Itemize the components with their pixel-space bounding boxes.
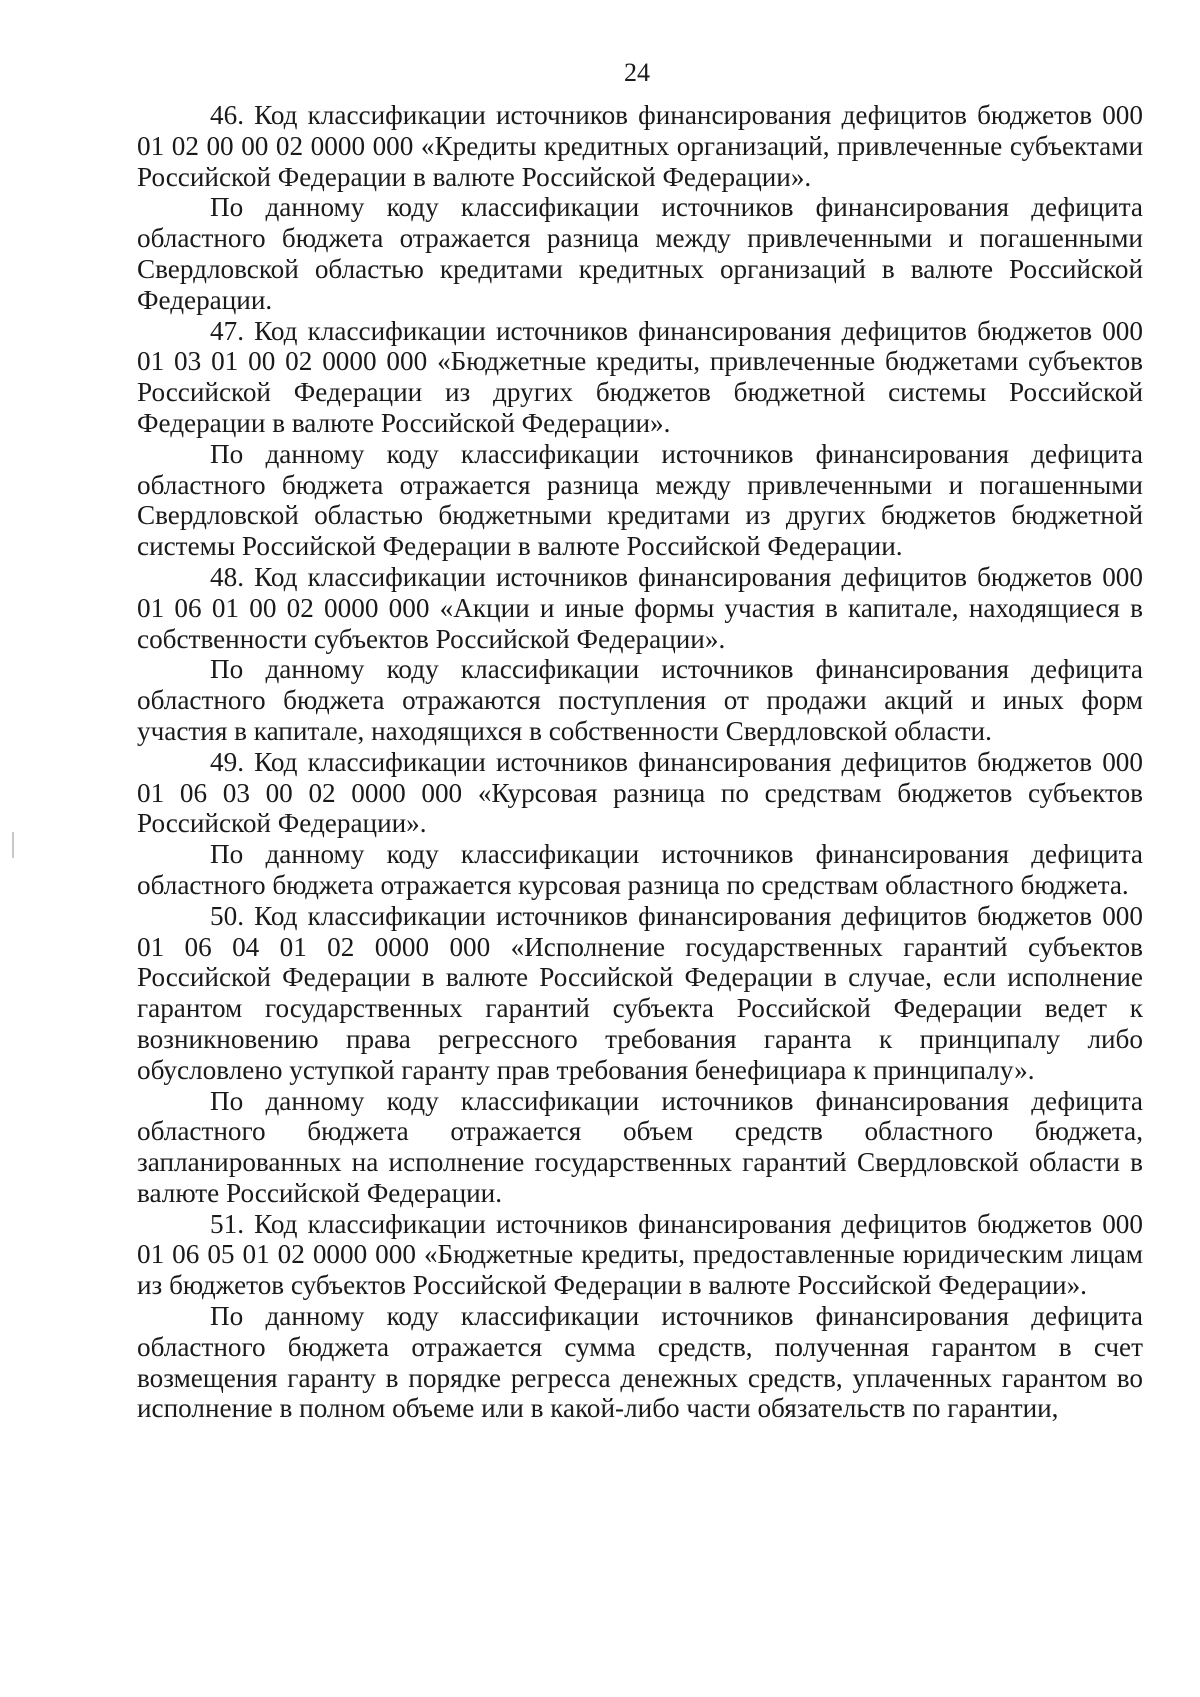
paragraph-49-heading: 49. Код классификации источников финансирования дефицитов бюджетов 000 01 06 03 00 02 0000 000 «Курсовая разница по средствам бюджетов субъектов Российской Федерации». (137, 746, 1143, 839)
paragraph-48-description: По данному коду классификации источников финансирования дефицита областного бюджета отражаются поступления от продажи акций и иных форм участия в капитале, находящихся в собственности Свердловской области. (137, 654, 1143, 746)
paragraph-50-heading: 50. Код классификации источников финансирования дефицитов бюджетов 000 01 06 04 01 02 0000 000 «Исполнение государственных гарантий субъектов Российской Федерации в валюте Российской Федерации в случае, если исполнение гарантом государственных гарантий субъекта Российской Федерации ведет к возникновению права регрессного требования гаранта к принципалу либо обусловлено уступкой гаранту прав требования бенефициара к принципалу». (137, 900, 1143, 1085)
page-number: 24 (624, 58, 650, 87)
paragraph-47-description: По данному коду классификации источников финансирования дефицита областного бюджета отражается разница между привлеченными и погашенными Свердловской областью бюджетными кредитами из других бюджетов бюджетной системы Российской Федерации в валюте Российской Федерации. (137, 438, 1143, 562)
paragraph-51-heading: 51. Код классификации источников финансирования дефицитов бюджетов 000 01 06 05 01 02 0000 000 «Бюджетные кредиты, предоставленные юридическим лицам из бюджетов субъектов Российской Федерации в валюте Российской Федерации». (137, 1208, 1143, 1301)
scan-artifact (12, 832, 14, 858)
paragraph-51-description: По данному коду классификации источников финансирования дефицита областного бюджета отражается сумма средств, полученная гарантом в счет возмещения гаранту в порядке регресса денежных средств, уплаченных гарантом во исполнение в полном объеме или в какой-либо части обязательств по гарантии, (137, 1301, 1143, 1424)
paragraph-49-description: По данному коду классификации источников финансирования дефицита областного бюджета отражается курсовая разница по средствам областного бюджета. (137, 839, 1143, 900)
document-body (137, 100, 1143, 1424)
paragraph-46-description: По данному коду классификации источников финансирования дефицита областного бюджета отражается разница между привлеченными и погашенными Свердловской областью кредитами кредитных организаций в валюте Российской Федерации. (137, 192, 1143, 315)
paragraph-46-heading: 46. Код классификации источников финансирования дефицитов бюджетов 000 01 02 00 00 02 0000 000 «Кредиты кредитных организаций, привлеченные субъектами Российской Федерации в валюте Российской Федерации». (137, 100, 1143, 192)
paragraph-48-heading: 48. Код классификации источников финансирования дефицитов бюджетов 000 01 06 01 00 02 0000 000 «Акции и иные формы участия в капитале, находящиеся в собственности субъектов Российской Федерации». (137, 561, 1143, 654)
paragraph-50-description: По данному коду классификации источников финансирования дефицита областного бюджета отражается объем средств областного бюджета, запланированных на исполнение государственных гарантий Свердловской области в валюте Российской Федерации. (137, 1085, 1143, 1208)
paragraph-47-heading: 47. Код классификации источников финансирования дефицитов бюджетов 000 01 03 01 00 02 0000 000 «Бюджетные кредиты, привлеченные бюджетами субъектов Российской Федерации из других бюджетов бюджетной системы Российской Федерации в валюте Российской Федерации». (137, 315, 1143, 438)
